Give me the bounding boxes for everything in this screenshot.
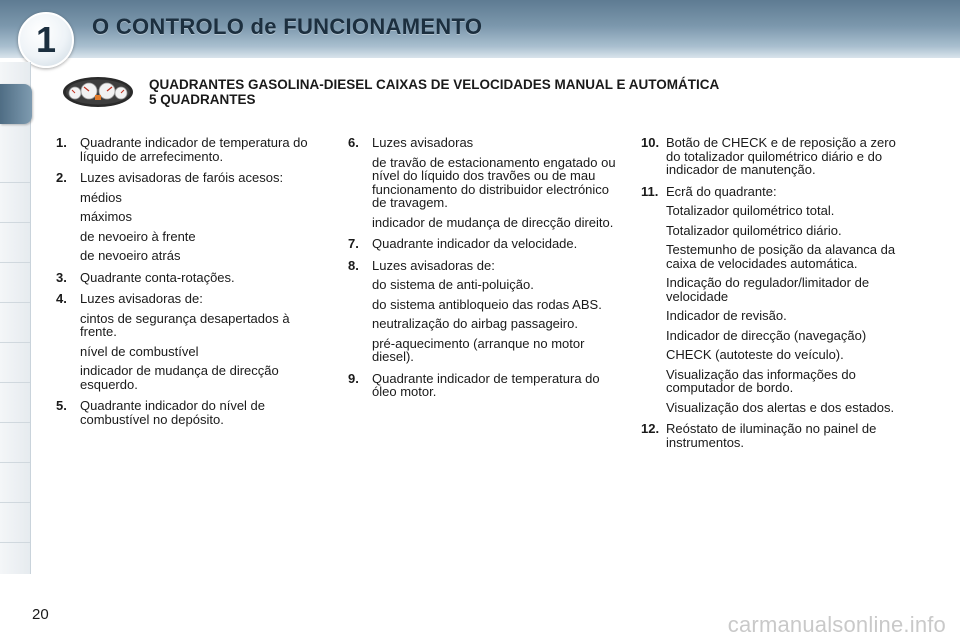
legend-subitem: do sistema de anti-poluição. [372,277,534,292]
legend-item-number: 1. [56,135,67,150]
legend-subitem: nível de combustível [80,343,199,359]
legend-item-number: 2. [56,170,67,185]
chapter-title: O CONTROLO de FUNCIONAMENTO [92,14,483,39]
edge-tab[interactable] [0,304,30,343]
legend-item-number: 12. [641,421,660,436]
legend-item [56,292,326,391]
legend-subitem: Totalizador quilométrico total. [666,203,835,218]
legend-item [56,399,326,426]
legend-subitem: máximos [80,209,133,224]
legend-item-text: Luzes avisadoras de: [80,291,203,306]
legend-subitem: de travão de estacionamento engatado ou nível do líquido dos travões ou de mau funcionamento do distribuidor electrónico de travagem. [372,154,616,210]
legend-item [641,136,911,177]
legend-item-text: Botão de CHECK e de reposição a zero do totalizador quilométrico diário e do indicador de manutenção. [666,135,896,177]
edge-tab[interactable] [0,504,30,543]
legend-item-text: Quadrante indicador de temperatura do óleo motor. [372,370,600,399]
legend-item-number: 8. [348,257,359,273]
legend-column-1 [56,136,326,434]
legend-item-text: Luzes avisadoras [372,135,474,150]
legend-item-text: Quadrante conta-rotações. [80,269,235,285]
edge-tab[interactable] [0,344,30,383]
legend-item [56,136,326,163]
legend-subitem: Visualização das informações do computador de bordo. [666,366,856,395]
legend-subitem: de nevoeiro à frente [80,228,196,244]
legend-subitem: indicador de mudança de direcção esquerdo. [80,363,279,392]
legend-item [348,237,618,251]
legend-subitem: Indicador de direcção (navegação) [666,327,867,343]
instrument-cluster-icon [62,76,134,108]
legend-item [348,372,618,399]
page-edge-tabs [0,62,34,574]
legend-subitem: Testemunho de posição da alavanca da caixa de velocidades automática. [666,242,896,271]
legend-item-number: 7. [348,236,359,251]
legend-item-number: 10. [641,135,660,150]
legend-subitem: de nevoeiro atrás [80,248,181,263]
section-title-line: QUADRANTES GASOLINA-DIESEL CAIXAS DE VELOCIDADES MANUAL E AUTOMÁTICA [149,77,720,92]
legend-item [348,136,618,229]
legend-subitem: do sistema antibloqueio das rodas ABS. [372,296,602,312]
legend-subitem: médios [80,189,122,205]
legend-item [56,171,326,263]
edge-tab[interactable] [0,464,30,503]
legend-item-text: Luzes avisadoras de: [372,257,495,273]
legend-subitem: CHECK (autoteste do veículo). [666,347,844,362]
legend-item-number: 4. [56,291,67,306]
edge-tab[interactable] [0,384,30,423]
legend-column-3 [641,136,911,457]
legend-subitem: neutralização do airbag passageiro. [372,316,578,331]
edge-tab[interactable] [0,224,30,263]
legend-item-number: 9. [348,370,359,386]
legend-subitem: Indicador de revisão. [666,308,787,323]
legend-subitem: indicador de mudança de direcção direito. [372,214,614,230]
edge-tab[interactable] [0,184,30,223]
section-subtitle: 5 QUADRANTES [149,92,256,107]
legend-subitem: pré-aquecimento (arranque no motor diesel). [372,335,585,364]
legend-item [348,259,618,364]
legend-item-text: Luzes avisadoras de faróis acesos: [80,170,284,185]
legend-column-2 [348,136,618,407]
legend-item-number: 6. [348,135,359,150]
legend-subitem: Visualização dos alertas e dos estados. [666,399,895,415]
legend-item-number: 11. [641,183,659,199]
legend-item [641,185,911,415]
edge-tab[interactable] [0,264,30,303]
legend-item-number: 3. [56,269,67,285]
legend-item-number: 5. [56,398,67,413]
legend-item-text: Reóstato de iluminação no painel de instrumentos. [666,421,877,450]
legend-subitem: Totalizador quilométrico diário. [666,222,842,238]
edge-tab-chapter-1[interactable] [0,84,32,124]
legend-item [641,422,911,449]
page-number: 20 [32,606,49,623]
edge-tab[interactable] [0,144,30,183]
legend-item-text: Ecrã do quadrante: [666,183,777,199]
legend-item-text: Quadrante indicador do nível de combustível no depósito. [80,398,266,427]
watermark: carmanualsonline.info [727,612,946,637]
chapter-number-badge: 1 [18,12,74,68]
legend-item [56,271,326,285]
section-title [149,77,929,107]
legend-subitem: Indicação do regulador/limitador de velocidade [666,275,870,304]
edge-tab[interactable] [0,424,30,463]
legend-item-text: Quadrante indicador da velocidade. [372,236,578,251]
legend-subitem: cintos de segurança desapertados à frente. [80,310,290,339]
legend-item-text: Quadrante indicador de temperatura do líquido de arrefecimento. [80,135,308,164]
